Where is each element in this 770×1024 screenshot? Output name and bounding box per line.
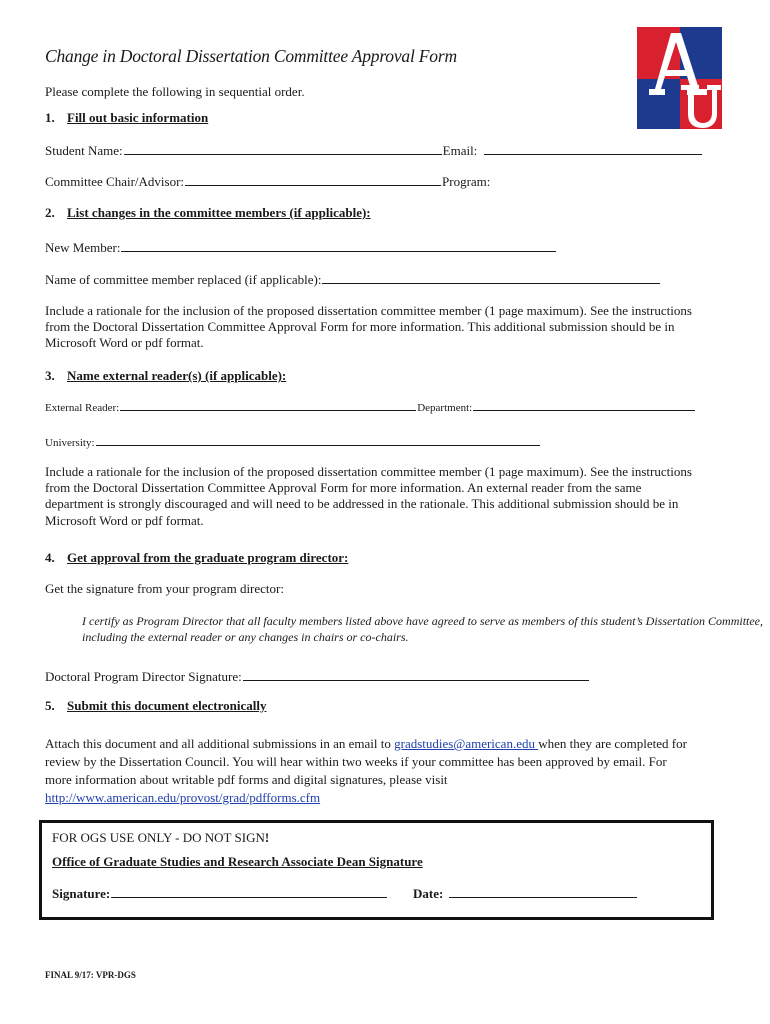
section-2-rationale	[45, 303, 745, 352]
instruction-text: Attach this document and all additional submissions in an email to	[45, 736, 395, 751]
page-title: Change in Doctoral Dissertation Committee Approval Form	[45, 46, 457, 66]
ogs-signature-field[interactable]	[111, 885, 387, 898]
student-name-field[interactable]	[124, 142, 442, 155]
instruction-text: when they are completed for	[538, 736, 687, 751]
ogs-date-row	[413, 885, 638, 902]
program-label: Program:	[442, 174, 491, 189]
instruction-line	[45, 735, 745, 753]
department-label: Department:	[417, 402, 473, 414]
ogs-notice	[52, 830, 269, 846]
university-label: University:	[45, 437, 95, 449]
rationale-line: Include a rationale for the inclusion of the proposed dissertation committee member (1 page maximum). See the instructions	[45, 464, 692, 479]
pdf-forms-url-link[interactable]: http://www.american.edu/provost/grad/pdfforms.cfm	[45, 790, 321, 805]
section-3-heading	[45, 368, 286, 384]
ogs-date-field[interactable]	[449, 885, 637, 898]
email-field[interactable]	[484, 142, 702, 155]
instruction-line: review by the Dissertation Council. You will hear within two weeks if your committee has been approved by email. For	[45, 754, 667, 769]
replaced-member-label: Name of committee member replaced (if applicable):	[45, 272, 322, 287]
ogs-use-only-box	[39, 820, 714, 920]
program-director-instruction: Get the signature from your program director:	[45, 581, 284, 596]
instruction-line	[45, 789, 745, 807]
section-number: 1.	[45, 110, 55, 125]
section-number: 3.	[45, 368, 55, 383]
section-number: 2.	[45, 205, 55, 220]
section-4-heading	[45, 550, 348, 566]
director-signature-row	[45, 668, 590, 685]
rationale-line: Microsoft Word or pdf format.	[45, 335, 204, 351]
student-name-row	[45, 142, 703, 159]
section-heading-text: Submit this document electronically	[67, 698, 267, 713]
ogs-heading: Office of Graduate Studies and Research Associate Dean Signature	[52, 854, 423, 869]
section-5-heading	[45, 698, 266, 714]
ogs-notice-bang: !	[264, 830, 270, 845]
committee-chair-field[interactable]	[185, 173, 441, 186]
rationale-line: department is strongly discouraged and will need to be addressed in the rationale. This additional submission should be in	[45, 496, 679, 512]
rationale-line: Microsoft Word or pdf format.	[45, 512, 204, 528]
section-heading-text: Get approval from the graduate program director:	[67, 550, 349, 565]
section-heading-text: List changes in the committee members (if applicable):	[67, 205, 371, 220]
student-name-label: Student Name:	[45, 143, 123, 158]
department-field[interactable]	[473, 398, 695, 411]
instruction-line: more information about writable pdf forms and digital signatures, please visit	[45, 772, 448, 787]
director-signature-field[interactable]	[243, 668, 589, 681]
university-row	[45, 433, 541, 449]
external-reader-label: External Reader:	[45, 402, 120, 414]
new-member-field[interactable]	[121, 239, 556, 252]
ogs-signature-label: Signature:	[52, 886, 111, 901]
section-number: 5.	[45, 698, 55, 713]
external-reader-row	[45, 398, 696, 414]
section-number: 4.	[45, 550, 55, 565]
american-university-logo	[637, 27, 722, 129]
new-member-row	[45, 239, 557, 256]
email-label: Email:	[442, 143, 478, 158]
ogs-notice-text: FOR OGS USE ONLY - DO NOT SIGN	[52, 830, 265, 845]
rationale-line: from the Doctoral Dissertation Committee Approval Form for more information. An external reader from the same	[45, 480, 642, 496]
ogs-date-label: Date:	[413, 886, 444, 901]
external-reader-field[interactable]	[120, 398, 416, 411]
new-member-label: New Member:	[45, 240, 121, 255]
certification-line: I certify as Program Director that all faculty members listed above have agreed to serve as members of this student’s Dissertation Committee,	[82, 614, 764, 628]
director-signature-label: Doctoral Program Director Signature:	[45, 669, 242, 684]
committee-chair-label: Committee Chair/Advisor:	[45, 174, 185, 189]
section-5-instructions	[45, 735, 745, 807]
section-heading-text: Fill out basic information	[67, 110, 209, 125]
committee-chair-row	[45, 173, 490, 190]
rationale-line: Include a rationale for the inclusion of the proposed dissertation committee member (1 page maximum). See the instructions	[45, 303, 692, 318]
section-3-rationale	[45, 464, 755, 529]
certification-statement	[82, 613, 764, 645]
section-heading-text: Name external reader(s) (if applicable):	[67, 368, 287, 383]
form-version-footer: FINAL 9/17: VPR-DGS	[45, 970, 136, 980]
section-2-heading	[45, 205, 371, 221]
gradstudies-email-link[interactable]: gradstudies@american.edu	[394, 736, 539, 751]
section-1-heading	[45, 110, 208, 126]
certification-line: including the external reader or any changes in chairs or co-chairs.	[82, 630, 409, 644]
intro-text: Please complete the following in sequential order.	[45, 84, 305, 99]
rationale-line: from the Doctoral Dissertation Committee Approval Form for more information. This additional submission should be in	[45, 319, 675, 335]
university-field[interactable]	[96, 433, 540, 446]
replaced-member-field[interactable]	[322, 271, 660, 284]
ogs-signature-row	[52, 885, 388, 902]
replaced-member-row	[45, 271, 661, 288]
